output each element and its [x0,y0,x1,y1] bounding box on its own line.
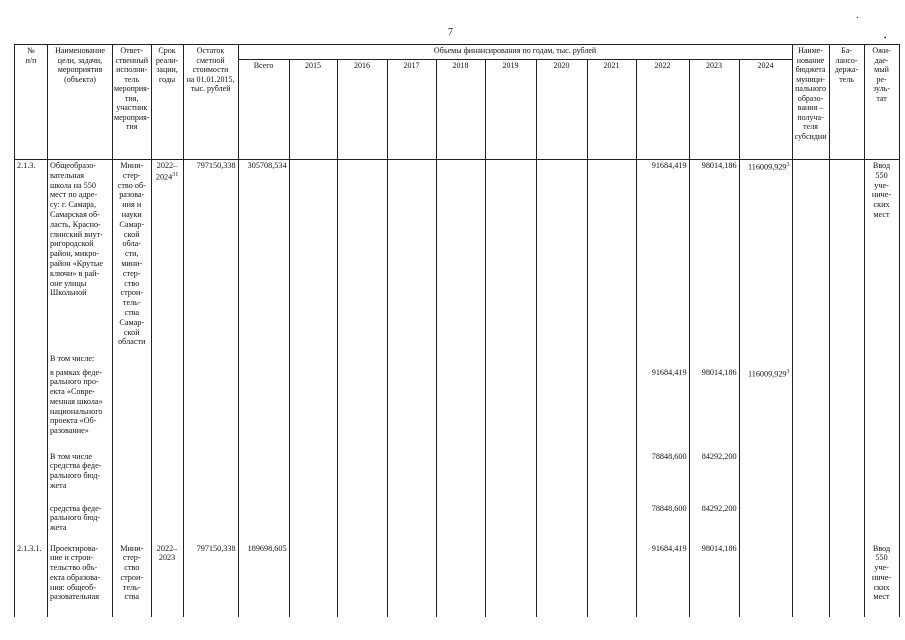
header-responsible: Ответ- ственный исполни- тель мероприя- тия, участник мероприя- тия [113,45,152,160]
row-total: 305708,534 [238,160,289,353]
row-2023: 84292,200 [689,451,739,503]
row-name: В том числе: [48,353,113,367]
header-year: 2015 [289,60,337,160]
row-2024-footnote: 3 [786,162,790,168]
corner-dot-mark: . [856,10,859,21]
row-term-text: 2022– 2024 [155,161,178,182]
row-name: в рамках феде- рального про- екта «Совре- менная школа» национального проекта «Об- разование» [48,367,113,451]
table-body [15,160,900,617]
header-holder: Ба- лансо- держа- тель [829,45,864,160]
header-budget: Наиме- нование бюджета муници- пального образо- вания – получа- теля субсидии [792,45,829,160]
cell-empty [15,503,48,543]
row-num: 2.1.3.1. [15,543,48,617]
row-term-footnote: 31 [172,171,179,178]
cell-empty [436,160,485,353]
row-2023: 98014,186 [689,543,739,617]
header-term: Срок реали- зации, годы [151,45,183,160]
table-row [15,451,900,503]
table-row [15,160,900,353]
table-header [15,45,900,160]
cell-empty [485,160,536,353]
row-rest: 797150,338 [183,160,238,353]
header-result: Ожи- дае- мый ре- зуль- тат [864,45,899,160]
header-num: № п/п [15,45,48,160]
header-year: 2019 [485,60,536,160]
row-term [151,160,183,353]
row-responsible: Мини- стер- ство об- разова- ния и науки Самар- ской обла- сти, мини- стер- ство строи- тель- ства Самар- ской области [113,160,152,353]
row-responsible: Мини- стер- ство строи- тель- ства [113,543,152,617]
row-2024 [739,367,792,451]
row-total: 189698,605 [238,543,289,617]
row-2023: 84292,200 [689,503,739,543]
corner-bullet-mark: • [884,34,887,42]
row-result: Ввод 550 уче- ниче- ских мест [864,160,899,353]
header-remaining-cost: Остаток сметной стоимости на 01.01.2015, тыс. рублей [183,45,238,160]
row-2022: 91684,419 [636,367,689,451]
cell-empty [829,160,864,353]
row-name: Общеобразо- вательная школа на 550 мест по адре- су: г. Самара, Самарская об- ласть, Красно- глинский внут- ригородской район, микро- район «Крутые ключи» в рай- оне улицы Школьной [48,160,113,353]
header-total: Всего [238,60,289,160]
header-year: 2023 [689,60,739,160]
header-year: 2017 [387,60,436,160]
financing-table [14,44,900,617]
row-term: 2022– 2023 [151,543,183,617]
row-name: В том числе средства феде- рального бюд- жета [48,451,113,503]
row-2022: 91684,419 [636,543,689,617]
row-2022: 78848,600 [636,451,689,503]
row-2023: 98014,186 [689,160,739,353]
row-2024-value: 116009,929 [747,369,787,379]
cell-empty [387,160,436,353]
table-row [15,543,900,617]
table-row [15,367,900,451]
row-rest: 797150,338 [183,543,238,617]
cell-empty [15,451,48,503]
header-name: Наименование цели, задачи, мероприятия (объекта) [48,45,113,160]
row-2024-footnote: 3 [786,368,790,375]
cell-empty [289,160,337,353]
header-year: 2021 [587,60,636,160]
cell-empty [587,160,636,353]
row-num: 2.1.3. [15,160,48,353]
row-name: средства феде- рального бюд- жета [48,503,113,543]
row-result: Ввод 550 уче- ниче- ских мест [864,543,899,617]
row-name: Проектирова- ние и строи- тельство объ- екта образова- ния: общеоб- разовательная [48,543,113,617]
table-row [15,353,900,367]
cell-empty [536,160,587,353]
cell-empty [15,367,48,451]
header-year: 2024 [739,60,792,160]
page-number: 7 [448,27,453,38]
table-row [15,503,900,543]
row-2022: 78848,600 [636,503,689,543]
header-year: 2016 [337,60,387,160]
header-year: 2022 [636,60,689,160]
row-2024-value: 116009,929 [747,162,787,172]
cell-empty [15,353,48,367]
cell-empty [792,160,829,353]
header-year: 2020 [536,60,587,160]
row-2022: 91684,419 [636,160,689,353]
row-2024 [739,160,792,353]
header-year: 2018 [436,60,485,160]
header-volumes: Объемы финансирования по годам, тыс. рублей [238,45,792,60]
row-2023: 98014,186 [689,367,739,451]
cell-empty [337,160,387,353]
